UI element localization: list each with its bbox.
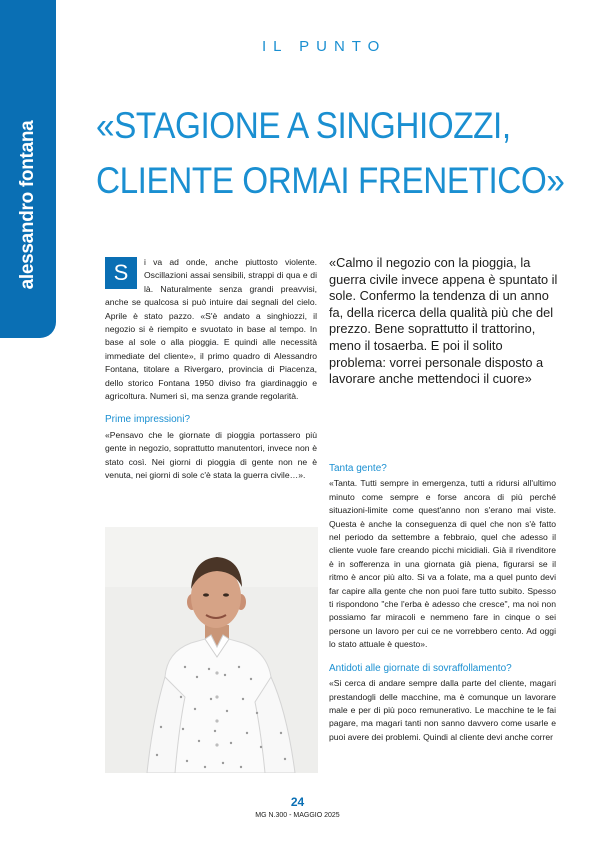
portrait-photo	[105, 527, 318, 773]
page-number: 24	[290, 795, 305, 809]
article-title	[96, 98, 565, 208]
title-line-1: «STAGIONE A SINGHIOZZI,	[96, 105, 511, 146]
subhead-antidoti: Antidoti alle giornate di sovraffollamento?	[329, 662, 512, 674]
drop-cap: S	[105, 257, 137, 289]
pull-quote: «Calmo il negozio con la pioggia, la guerra civile invece appena è spuntato il sole. Confermo la tendenza di un anno fa, della ricerca della qualità più che del prezzo. Bene soprattutto il trattorino, meno il tosaerba. E poi il solito problema: vorrei personale disposto a lavorare anche mettendoci il cuore»	[329, 255, 558, 387]
portrait-illustration	[105, 527, 318, 773]
subhead-tanta-gente: Tanta gente?	[329, 463, 387, 474]
intro-paragraph: i va ad onde, anche piuttosto violente. Oscillazioni assai sensibili, strappi di qua e di là. Naturalmente senza grandi preavvisi, anche se qualcosa si può intuire dai segnali del cielo. Aprile è stato pazzo. «S'è andato a singhiozzi, il negozio si è riempito e svuotato in base al tempo. In base al sole o alla pioggia. E quindi alle necessità immediate del cliente», il primo quadro di Alessandro Fontana, titolare a Rivergaro, provincia di Piacenza, dello storico Fontana 1950 diviso fra giardinaggio e agricoltura. Numeri sì, ma senza grande regolarità.	[105, 257, 317, 402]
section-kicker: IL PUNTO	[262, 38, 387, 55]
title-line-2: CLIENTE ORMAI FRENETICO»	[96, 160, 565, 201]
right-column	[329, 462, 556, 744]
author-name: alessandro fontana	[17, 120, 38, 290]
left-column	[105, 256, 317, 483]
answer-paragraph: «Pensavo che le giornate di pioggia portassero più gente in negozio, soprattutto manutentori, invece non è stato così. Nei giorni di pioggia di gente non ne è venuta, nei giorni di sole c'è stata la guerra civile…».	[105, 429, 317, 481]
answer-tanta-gente: «Tanta. Tutti sempre in emergenza, tutti a ridursi all'ultimo minuto come sempre e forse ancora di più perché situazioni-limite come quest'anno non s'erano mai viste. Questa è anche la conseguenza di quel che non s'è fatto nel periodo da settembre a febbraio, quel che adesso il cliente vuole fare creando picchi micidiali. Già il rivenditore è in sofferenza in una giornata già piena, figurarsi se il ritmo è ancor più alto. Si va a folate, ma a quel punto devi far capire alla gente che non puoi fare tutto subito. Spesso ti rispondono "che l'erba è adesso che cresce", ma noi non possiamo far miracoli e nemmeno fare in cinque o sei persone un lavoro per cui ce ne vorrebbero cento. Ad oggi lo stato attuale è questo».	[329, 478, 556, 650]
answer-antidoti: «Si cerca di andare sempre dalla parte del cliente, magari prestandogli delle macchine, ma è comunque un lavorare male e per di più poco remunerativo. Le macchine te le fai pagare, ma magari tanti non sanno davvero come usarle e puoi avere dei problemi. Quindi al cliente devi anche correr	[329, 678, 556, 742]
issue-info: MG N.300 - MAGGIO 2025	[255, 812, 340, 819]
subhead-prime-impressioni: Prime impressioni?	[105, 414, 191, 426]
side-tab	[0, 0, 56, 338]
